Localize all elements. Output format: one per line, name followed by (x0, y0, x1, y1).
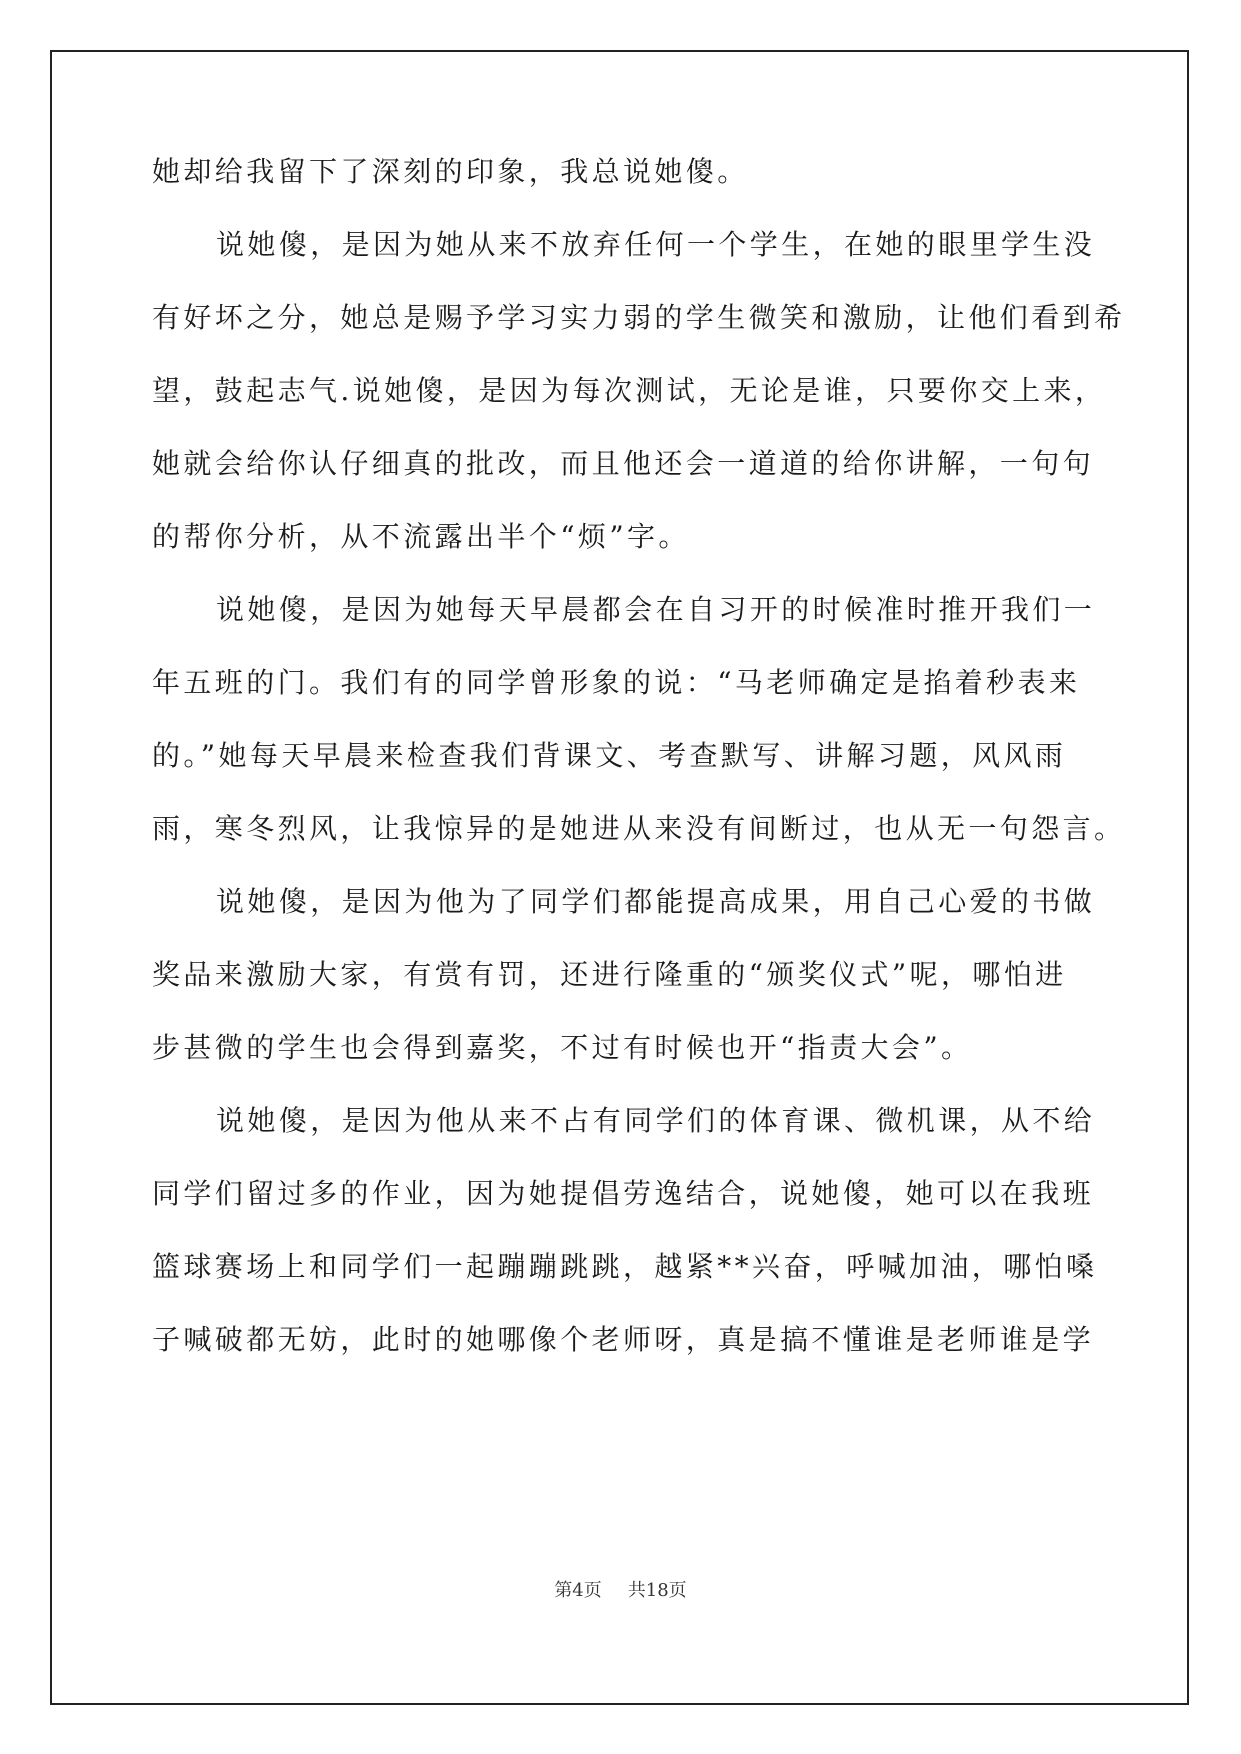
page-number: 第4页 (554, 1580, 602, 1601)
text-line-14: 说她傻，是因为他从来不占有同学们的体育课、微机课，从不给 (216, 1104, 1096, 1137)
text-line-12: 奖品来激励大家，有赏有罚，还进行隆重的“颁奖仪式”呢，哪怕进 (152, 958, 1067, 991)
text-line-8: 年五班的门。我们有的同学曾形象的说：“马老师确定是掐着秒表来 (152, 666, 1081, 699)
text-line-11: 说她傻，是因为他为了同学们都能提高成果，用自己心爱的书做 (216, 885, 1096, 918)
text-line-1: 她却给我留下了深刻的印象，我总说她傻。 (152, 155, 749, 188)
text-line-4: 望，鼓起志气.说她傻，是因为每次测试，无论是谁，只要你交上来， (152, 374, 1107, 407)
page-total: 共18页 (627, 1580, 687, 1601)
text-line-6: 的帮你分析，从不流露出半个“烦”字。 (152, 520, 690, 553)
text-line-2: 说她傻，是因为她从来不放弃任何一个学生，在她的眼里学生没 (216, 228, 1096, 261)
text-line-17: 子喊破都无妨，此时的她哪像个老师呀，真是搞不懂谁是老师谁是学 (152, 1323, 1095, 1356)
text-line-7: 说她傻，是因为她每天早晨都会在自习开的时候准时推开我们一 (216, 593, 1096, 626)
text-line-16: 篮球赛场上和同学们一起蹦蹦跳跳，越紧**兴奋，呼喊加油，哪怕嗓 (152, 1250, 1098, 1283)
text-line-9: 的。”她每天早晨来检查我们背课文、考查默写、讲解习题，风风雨 (152, 739, 1067, 772)
text-line-3: 有好坏之分，她总是赐予学习实力弱的学生微笑和激励，让他们看到希 (152, 301, 1126, 334)
text-line-15: 同学们留过多的作业，因为她提倡劳逸结合，说她傻，她可以在我班 (152, 1177, 1095, 1210)
text-line-13: 步甚微的学生也会得到嘉奖，不过有时候也开“指责大会”。 (152, 1031, 973, 1064)
page-footer (0, 1578, 1241, 1604)
text-line-5: 她就会给你认仔细真的批改，而且他还会一道道的给你讲解，一句句 (152, 447, 1095, 480)
text-line-10: 雨，寒冬烈风，让我惊异的是她进从来没有间断过，也从无一句怨言。 (152, 812, 1126, 845)
